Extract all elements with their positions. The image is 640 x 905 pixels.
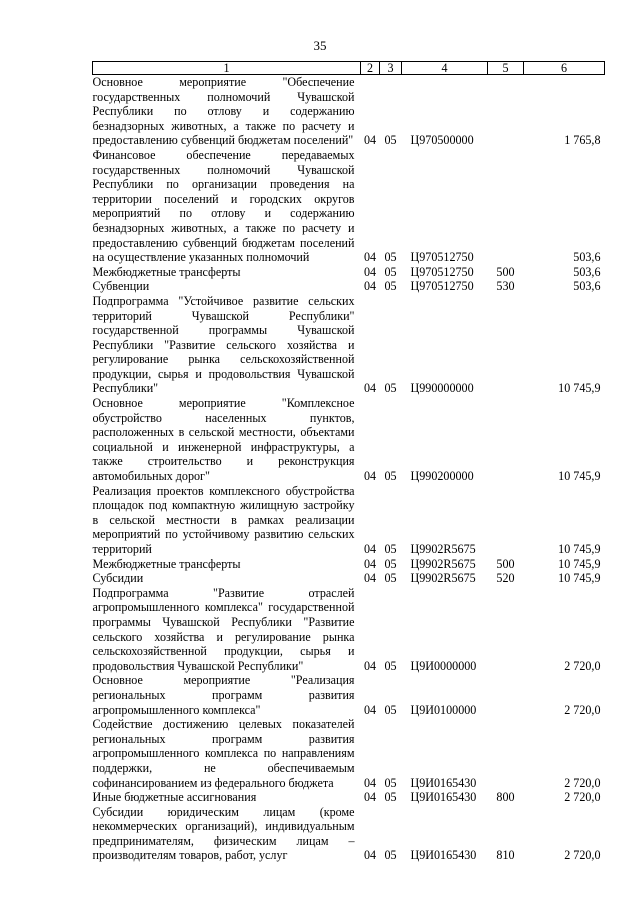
row-expense-type: 530 xyxy=(496,279,515,294)
row-subsection-code: 05 xyxy=(384,264,397,279)
row-section-code: 04 xyxy=(363,542,377,556)
row-amount: 10 745,9 xyxy=(558,381,601,396)
row-section-code: 04 xyxy=(363,469,377,484)
row-amount: 10 745,9 xyxy=(558,556,601,571)
row-name: Содействие достижению целевых показателей региональных программ развития агропромышленного комплекса по направлениям поддержки, не обеспечиваемым софинансированием из федерального бюджета xyxy=(92,717,355,790)
row-section-code: 04 xyxy=(363,264,377,279)
row-section-code: 04 xyxy=(363,790,377,805)
row-expense-type xyxy=(488,484,524,557)
row-name: Подпрограмма "Развитие отраслей агропромышленного комплекса" государственной программы Чувашской Республики "Развитие сельского хозяйства и регулирование рынка сельскохозяйственной продукции, сырья и продовольствия Чувашской Республики" xyxy=(92,585,355,673)
table-row xyxy=(93,717,605,790)
row-amount: 10 745,9 xyxy=(558,571,601,586)
row-subsection-code: 05 xyxy=(384,250,397,265)
table-body xyxy=(93,75,605,864)
row-name: Реализация проектов комплексного обустройства площадок под компактную жилищную застройку в сельской местности в рамках реализации мероприятий по устойчивому развитию сельских территорий xyxy=(92,483,355,556)
row-subsection-code: 05 xyxy=(384,556,397,571)
row-target-article: Ц9И0165430 xyxy=(410,790,477,805)
row-name: Субвенции xyxy=(92,279,150,294)
table-row xyxy=(93,279,605,294)
row-target-article: Ц970512750 xyxy=(410,279,474,294)
table-row xyxy=(93,571,605,586)
row-target-article: Ц990200000 xyxy=(410,469,474,484)
row-name: Межбюджетные трансферты xyxy=(92,264,241,279)
row-subsection-code: 05 xyxy=(384,133,397,148)
row-section-code: 04 xyxy=(363,250,377,265)
row-subsection-code: 05 xyxy=(384,790,397,805)
row-target-article: Ц9И0165430 xyxy=(410,775,477,790)
row-section-code: 04 xyxy=(363,279,377,294)
row-subsection-code: 05 xyxy=(384,571,397,586)
page-number: 35 xyxy=(313,38,327,53)
row-expense-type: 810 xyxy=(496,848,515,863)
row-expense-type: 500 xyxy=(496,556,515,571)
row-subsection-code: 05 xyxy=(384,279,397,294)
row-subsection-code: 05 xyxy=(384,658,397,673)
row-name: Подпрограмма "Устойчивое развитие сельских территорий Чувашской Республики" государственной программы Чувашской Республики "Развитие сельского хозяйства и регулирование рынка сельскохозяйственной продукции, сырья и продовольствия Чувашской Республики" xyxy=(92,293,355,396)
row-subsection-code: 05 xyxy=(384,775,397,790)
row-section-code: 04 xyxy=(363,702,377,717)
header-col-2: 2 xyxy=(361,62,380,75)
row-expense-type xyxy=(488,148,524,265)
row-amount: 2 720,0 xyxy=(564,790,601,805)
table-row xyxy=(93,75,605,148)
row-subsection-code: 05 xyxy=(384,702,397,717)
row-expense-type xyxy=(488,586,524,674)
table-row xyxy=(93,294,605,396)
row-name: Основное мероприятие "Обеспечение государственных полномочий Чувашской Республики по отлову и содержанию безнадзорных животных, а также по расчету и предоставлению субвенций бюджетам поселений" xyxy=(92,75,355,148)
header-col-5: 5 xyxy=(488,62,524,75)
row-target-article: Ц970500000 xyxy=(410,133,474,148)
table-row xyxy=(93,396,605,484)
table-header xyxy=(93,62,605,75)
header-col-4: 4 xyxy=(402,62,488,75)
row-name: Основное мероприятие "Реализация региональных программ развития агропромышленного комплекса" xyxy=(92,673,355,717)
row-target-article: Ц9И0165430 xyxy=(410,848,477,863)
table-row xyxy=(93,805,605,863)
table-row xyxy=(93,265,605,280)
row-name: Субсидии юридическим лицам (кроме некоммерческих организаций), индивидуальным предпринимателям, физическим лицам – производителям товаров, работ, услуг xyxy=(92,804,355,863)
row-subsection-code: 05 xyxy=(384,469,397,484)
header-col-3: 3 xyxy=(380,62,402,75)
row-section-code: 04 xyxy=(363,775,377,790)
row-amount: 503,6 xyxy=(573,279,601,294)
table-row xyxy=(93,790,605,805)
row-amount: 10 745,9 xyxy=(558,469,601,484)
row-target-article: Ц990000000 xyxy=(410,381,474,396)
row-name: Субсидии xyxy=(92,571,144,586)
row-target-article: Ц970512750 xyxy=(410,264,474,279)
row-subsection-code: 05 xyxy=(384,542,397,556)
row-expense-type: 520 xyxy=(496,571,515,586)
budget-table xyxy=(92,61,605,863)
row-expense-type xyxy=(488,75,524,148)
row-name: Основное мероприятие "Комплексное обустройство населенных пунктов, расположенных в сельской местности, объектами социальной и инженерной инфраструктуры, а также строительство и реконструкция автомобильных дорог" xyxy=(92,396,355,484)
row-target-article: Ц970512750 xyxy=(410,250,474,265)
row-target-article: Ц9902R5675 xyxy=(410,571,476,586)
row-section-code: 04 xyxy=(363,133,377,148)
table-row xyxy=(93,557,605,572)
row-amount: 2 720,0 xyxy=(564,702,601,717)
row-amount: 10 745,9 xyxy=(558,542,601,556)
row-amount: 2 720,0 xyxy=(564,775,601,790)
row-expense-type xyxy=(488,396,524,484)
row-target-article: Ц9И0000000 xyxy=(410,658,477,673)
row-target-article: Ц9902R5675 xyxy=(410,542,476,556)
row-amount: 503,6 xyxy=(573,250,601,265)
row-expense-type xyxy=(488,673,524,717)
row-name: Финансовое обеспечение передаваемых государственных полномочий Чувашской Республики по организации проведения на территории поселений и городских округов мероприятий по отлову и содержанию безнадзорных животных, а также по расчету и предоставлению субвенций бюджетам поселений на осуществление указанных полномочий xyxy=(92,147,355,265)
header-row xyxy=(93,62,605,75)
row-section-code: 04 xyxy=(363,556,377,571)
row-name: Иные бюджетные ассигнования xyxy=(92,790,257,805)
row-expense-type xyxy=(488,717,524,790)
table-row xyxy=(93,586,605,674)
table-row xyxy=(93,673,605,717)
row-target-article: Ц9И0100000 xyxy=(410,702,477,717)
row-section-code: 04 xyxy=(363,381,377,396)
row-expense-type xyxy=(488,294,524,396)
row-section-code: 04 xyxy=(363,658,377,673)
row-target-article: Ц9902R5675 xyxy=(410,556,476,571)
row-expense-type: 800 xyxy=(496,790,515,805)
row-expense-type: 500 xyxy=(496,264,515,279)
row-amount: 503,6 xyxy=(573,264,601,279)
table-row xyxy=(93,148,605,265)
row-name: Межбюджетные трансферты xyxy=(92,556,241,571)
row-amount: 1 765,8 xyxy=(564,133,601,148)
row-section-code: 04 xyxy=(363,848,377,863)
header-col-6: 6 xyxy=(524,62,605,75)
row-subsection-code: 05 xyxy=(384,848,397,863)
row-section-code: 04 xyxy=(363,571,377,586)
row-amount: 2 720,0 xyxy=(564,658,601,673)
table-row xyxy=(93,484,605,557)
row-subsection-code: 05 xyxy=(384,381,397,396)
row-amount: 2 720,0 xyxy=(564,848,601,863)
header-col-1: 1 xyxy=(93,62,361,75)
